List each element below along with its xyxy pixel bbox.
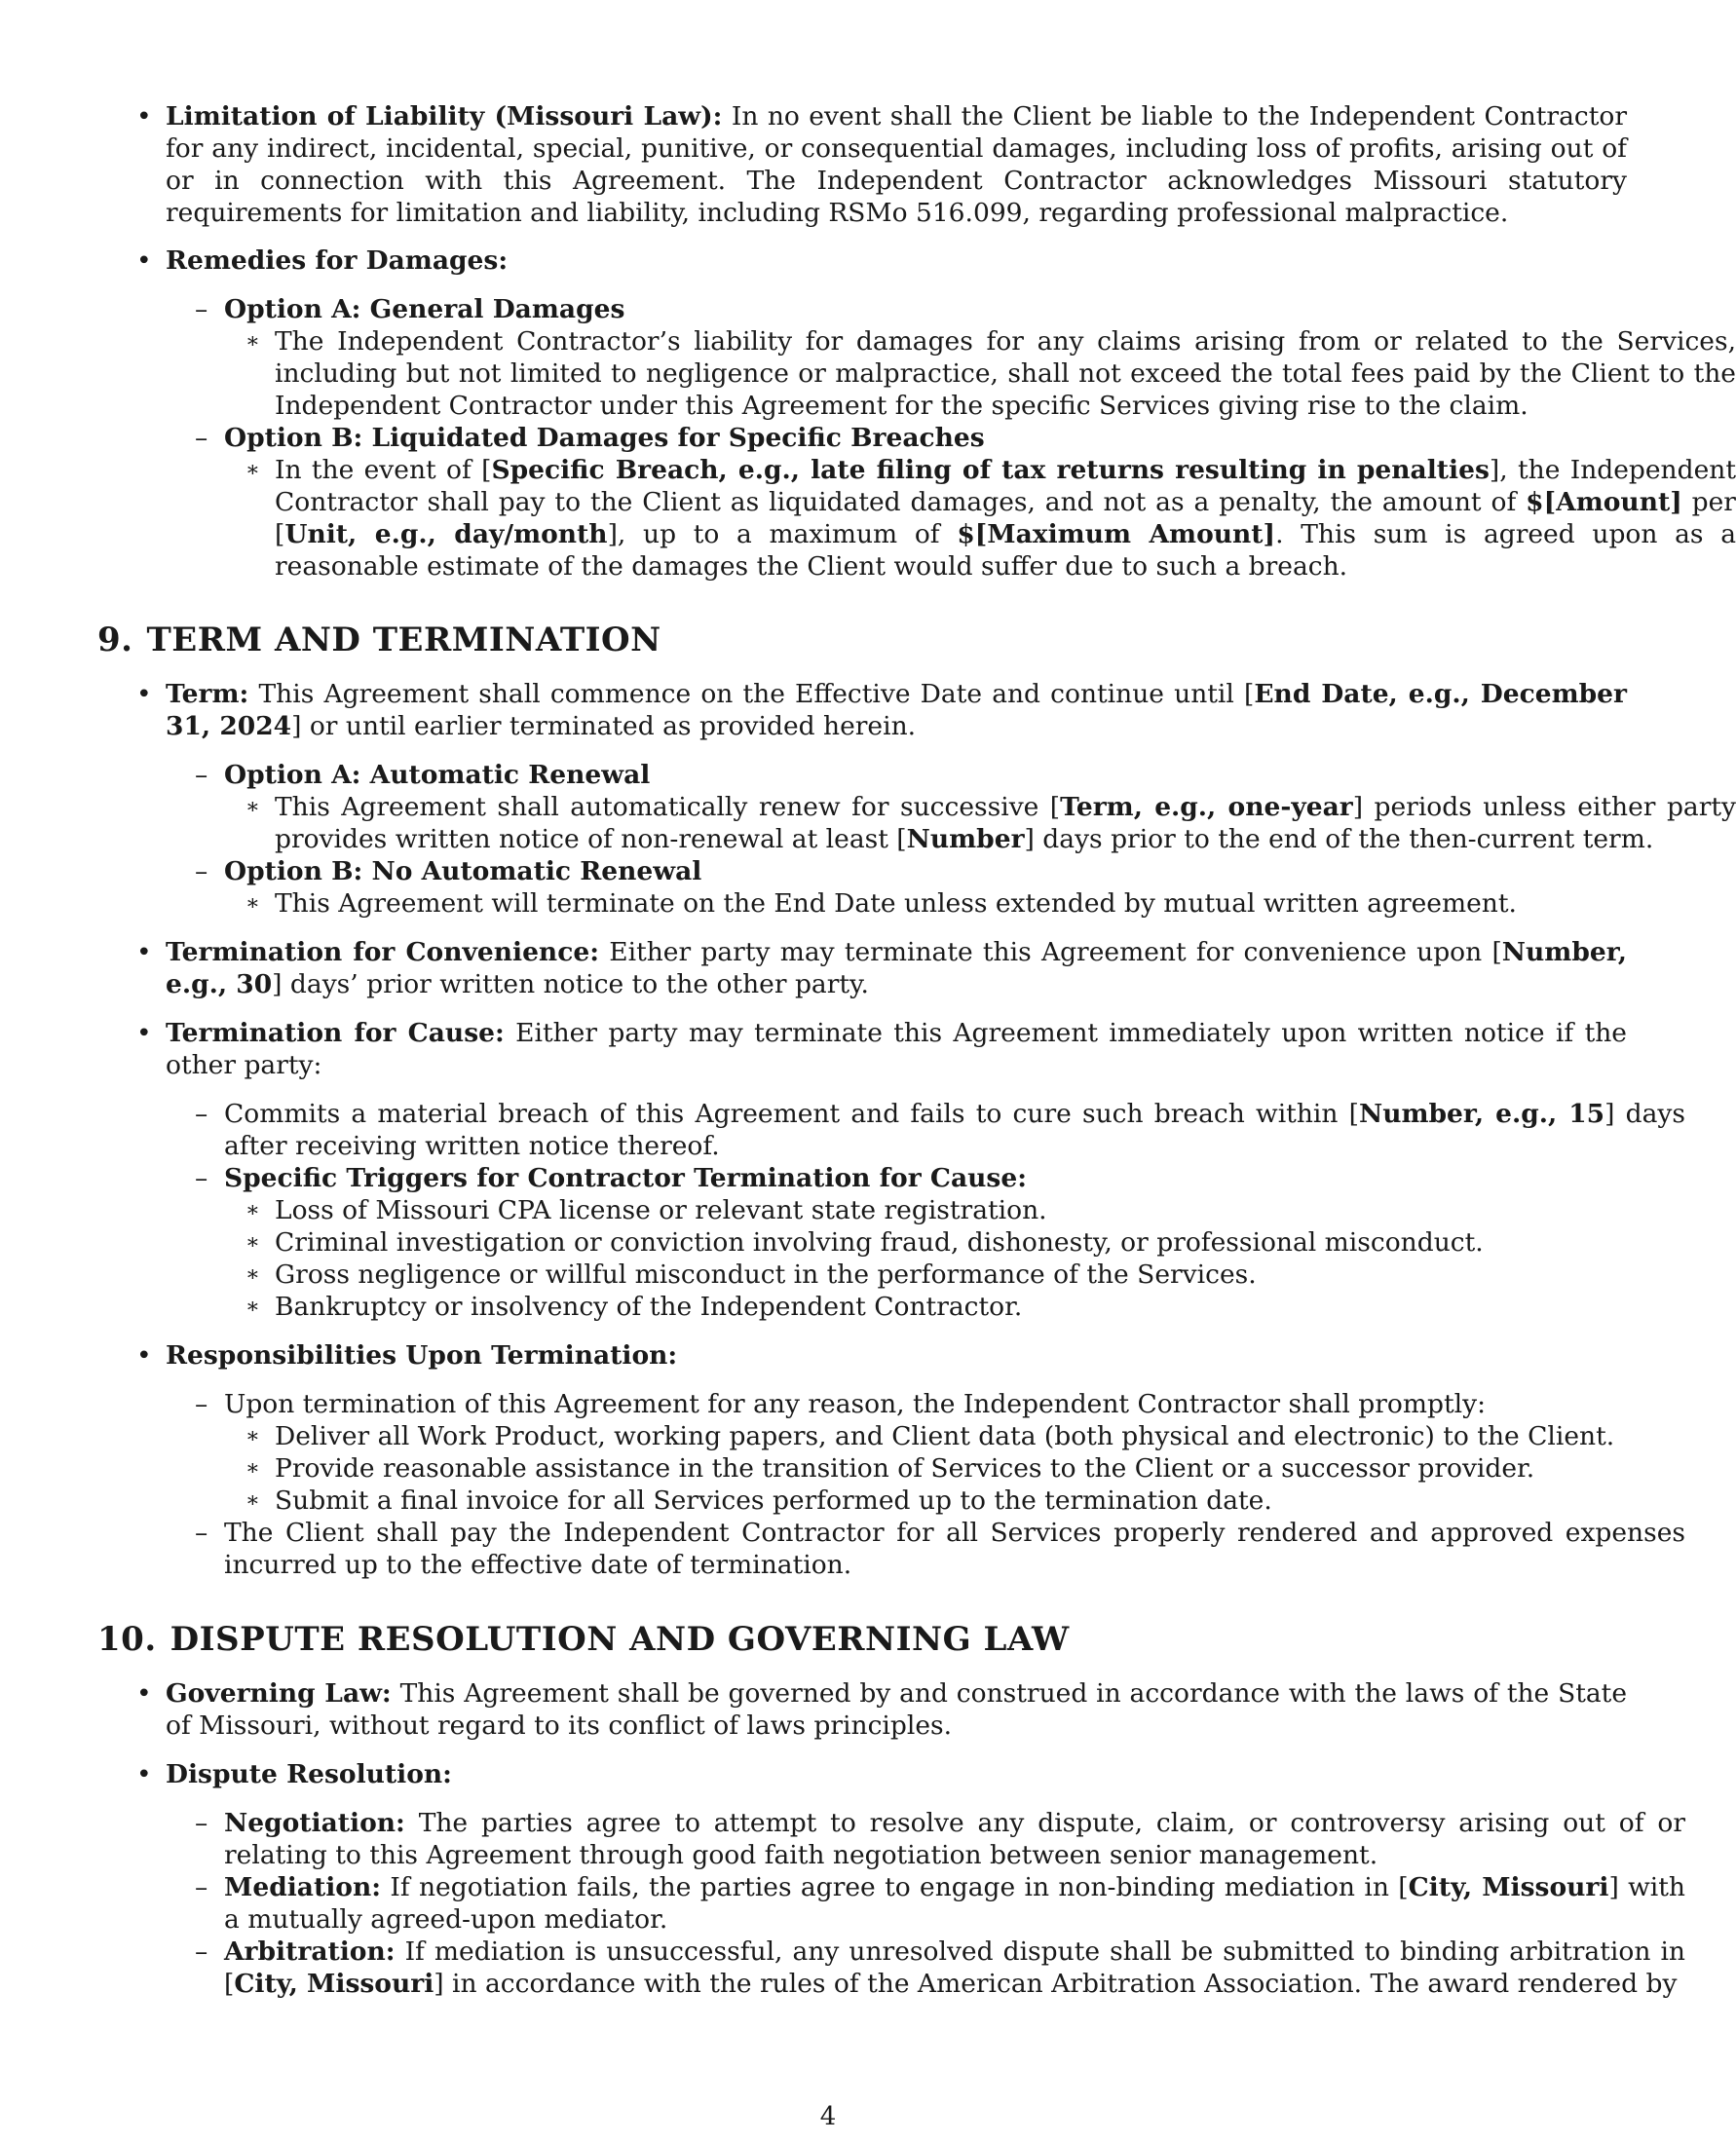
bullet-icon: •	[136, 1678, 152, 1709]
section-title: DISPUTE RESOLUTION AND GOVERNING LAW	[170, 1620, 1070, 1659]
dash-icon: –	[195, 1808, 208, 1838]
dash-icon: –	[195, 856, 208, 886]
responsibilities-item	[97, 1339, 1627, 1372]
option-a-title: Option A: Automatic Renewal	[224, 760, 651, 790]
dash-icon: –	[195, 760, 208, 790]
text-run: ] days prior to the end of the then-current term.	[1024, 824, 1654, 854]
responsibility-text: Submit a final invoice for all Services performed up to the termination date.	[275, 1485, 1272, 1516]
text-run: This Agreement shall commence on the Effective Date and continue until [	[258, 679, 1255, 709]
responsibilities-intro	[97, 1388, 1685, 1420]
trigger-item	[97, 1259, 1736, 1291]
text-run: This Agreement shall automatically renew for successive [	[275, 792, 1061, 822]
page-number: 4	[819, 2102, 837, 2131]
cause-label: Termination for Cause:	[166, 1018, 505, 1048]
responsibilities-label: Responsibilities Upon Termination:	[166, 1340, 678, 1371]
triggers-title: Specific Triggers for Contractor Termination for Cause:	[224, 1163, 1027, 1193]
section-number: 9.	[97, 620, 133, 659]
trigger-text: Loss of Missouri CPA license or relevant state registration.	[275, 1195, 1047, 1225]
liability-item	[97, 100, 1627, 229]
asterisk-icon: ∗	[245, 1456, 260, 1481]
placeholder-run: Term, e.g., one-year	[1060, 792, 1353, 822]
placeholder-run: Unit, e.g., day/month	[284, 519, 608, 549]
termination-convenience-item	[97, 936, 1627, 1000]
trigger-text: Gross negligence or willful misconduct in the performance of the Services.	[275, 1259, 1257, 1290]
dispute-resolution-item	[97, 1758, 1627, 1790]
liability-text: In no event shall the Client be liable to the Independent Contractor for any indirect, incidental, special, punitive, or consequential damages, including loss of profits, arising out of or in connection with this Agreement. The Independent Contractor acknowledges Missouri statutory requirements for limitation and liability, including RSMo 516.099, regarding professional malpractice.	[166, 101, 1627, 228]
text-run: In the event of [	[275, 455, 492, 485]
text-run: ] periods unless either party provides written notice of non-renewal at least [	[275, 792, 1736, 854]
option-a-title: Option A: General Damages	[224, 294, 625, 324]
asterisk-icon: ∗	[245, 1488, 260, 1513]
bullet-icon: •	[136, 679, 152, 709]
placeholder-run: Number, e.g., 30	[166, 937, 1627, 999]
asterisk-icon: ∗	[245, 1230, 260, 1255]
term-option-b-text	[97, 887, 1736, 920]
dash-icon: –	[195, 1872, 208, 1902]
negotiation-item	[97, 1807, 1685, 1871]
responsibility-item	[97, 1485, 1736, 1517]
trigger-item	[97, 1226, 1736, 1259]
remedies-option-b-text	[97, 454, 1736, 583]
convenience-label: Termination for Convenience:	[166, 937, 599, 967]
remedies-option-b	[97, 422, 1685, 454]
term-option-b	[97, 855, 1685, 887]
term-option-a	[97, 759, 1685, 791]
term-label: Term:	[166, 679, 249, 709]
asterisk-icon: ∗	[245, 1262, 260, 1287]
section-10-heading	[97, 1620, 1070, 1659]
responsibility-item	[97, 1420, 1736, 1452]
option-b-title: Option B: Liquidated Damages for Specific Breaches	[224, 423, 985, 453]
responsibilities-payment	[97, 1517, 1685, 1581]
dash-icon: –	[195, 1389, 208, 1419]
text-run: per [	[275, 487, 1736, 549]
trigger-item	[97, 1194, 1736, 1226]
dash-icon: –	[195, 423, 208, 453]
text-run: The parties agree to attempt to resolve any dispute, claim, or controversy arising out of or relating to this Agreement through good faith negotiation between senior management.	[224, 1808, 1685, 1870]
text-run: If negotiation fails, the parties agree to engage in non-binding mediation in [	[390, 1872, 1409, 1902]
asterisk-icon: ∗	[245, 329, 260, 354]
remedies-option-a-text	[97, 325, 1736, 422]
dash-icon: –	[195, 1518, 208, 1548]
termination-cause-item	[97, 1017, 1627, 1081]
text-run: This Agreement shall be governed by and construed in accordance with the laws of the State of Missouri, without regard to its conflict of laws principles.	[166, 1678, 1628, 1741]
mediation-item	[97, 1871, 1685, 1936]
dash-icon: –	[195, 1936, 208, 1967]
text-run: The Client shall pay the Independent Contractor for all Services properly rendered and approved expenses incurred up to the effective date of termination.	[224, 1518, 1685, 1580]
option-a-text: The Independent Contractor’s liability for damages for any claims arising from or related to the Services, including but not limited to negligence or malpractice, shall not exceed the total fees paid by the Client to the Independent Contractor under this Agreement for the specific Services giving rise to the claim.	[275, 326, 1736, 421]
term-option-a-text	[97, 791, 1736, 855]
asterisk-icon: ∗	[245, 891, 260, 916]
text-run: Upon termination of this Agreement for any reason, the Independent Contractor shall promptly:	[224, 1389, 1486, 1419]
text-run: If mediation is unsuccessful, any unresolved dispute shall be submitted to binding arbitration in [	[224, 1936, 1685, 1999]
negotiation-label: Negotiation:	[224, 1808, 405, 1838]
section-number: 10.	[97, 1620, 157, 1659]
arbitration-label: Arbitration:	[224, 1936, 396, 1967]
cause-triggers-title	[97, 1162, 1685, 1194]
text-run: ] or until earlier terminated as provided herein.	[291, 711, 917, 741]
responsibility-text: Provide reasonable assistance in the transition of Services to the Client or a successor provider.	[275, 1453, 1535, 1484]
placeholder-run: Number, e.g., 15	[1358, 1099, 1605, 1129]
text-run: ] days’ prior written notice to the other party.	[272, 969, 869, 999]
dispute-label: Dispute Resolution:	[166, 1759, 452, 1789]
trigger-text: Criminal investigation or conviction involving fraud, dishonesty, or professional misconduct.	[275, 1227, 1484, 1258]
remedies-option-a	[97, 293, 1685, 325]
bullet-icon: •	[136, 245, 152, 276]
asterisk-icon: ∗	[245, 1295, 260, 1319]
text-run: Either party may terminate this Agreement for convenience upon [	[609, 937, 1502, 967]
placeholder-run: City, Missouri	[234, 1969, 434, 1999]
cause-breach-item	[97, 1098, 1685, 1162]
asterisk-icon: ∗	[245, 1198, 260, 1222]
bullet-icon: •	[136, 1759, 152, 1789]
text-run: This Agreement will terminate on the End Date unless extended by mutual written agreement.	[275, 888, 1517, 919]
text-run: Either party may terminate this Agreement immediately upon written notice if the other party:	[166, 1018, 1627, 1080]
asterisk-icon: ∗	[245, 458, 260, 482]
bullet-icon: •	[136, 937, 152, 967]
text-run: . This sum is agreed upon as a reasonable estimate of the damages the Client would suffer due to such a breach.	[275, 519, 1736, 582]
governing-law-item	[97, 1677, 1627, 1742]
text-run: ], up to a maximum of	[607, 519, 958, 549]
placeholder-run: End Date, e.g., December 31, 2024	[166, 679, 1627, 741]
placeholder-run: Specific Breach, e.g., late filing of tax returns resulting in penalties	[491, 455, 1490, 485]
placeholder-run: Number	[906, 824, 1025, 854]
bullet-icon: •	[136, 1340, 152, 1371]
placeholder-run: $[Maximum Amount]	[957, 519, 1276, 549]
liability-label: Limitation of Liability (Missouri Law):	[166, 101, 723, 132]
responsibility-text: Deliver all Work Product, working papers, and Client data (both physical and electronic) to the Client.	[275, 1421, 1615, 1451]
bullet-icon: •	[136, 1018, 152, 1048]
text-run: Commits a material breach of this Agreement and fails to cure such breach within [	[224, 1099, 1359, 1129]
responsibility-item	[97, 1452, 1736, 1485]
remedies-label: Remedies for Damages:	[166, 245, 509, 276]
dash-icon: –	[195, 294, 208, 324]
text-run: ] in accordance with the rules of the American Arbitration Association. The award rendered by	[434, 1969, 1678, 1999]
governing-law-label: Governing Law:	[166, 1678, 392, 1709]
text-run: ] days after receiving written notice thereof.	[224, 1099, 1685, 1161]
trigger-text: Bankruptcy or insolvency of the Independent Contractor.	[275, 1292, 1023, 1322]
bullet-icon: •	[136, 101, 152, 132]
trigger-item	[97, 1291, 1736, 1323]
mediation-label: Mediation:	[224, 1872, 381, 1902]
text-run: ] with a mutually agreed-upon mediator.	[224, 1872, 1685, 1935]
dash-icon: –	[195, 1163, 208, 1193]
dash-icon: –	[195, 1099, 208, 1129]
section-9-heading	[97, 620, 661, 659]
placeholder-run: $[Amount]	[1526, 487, 1682, 517]
asterisk-icon: ∗	[245, 795, 260, 819]
placeholder-run: City, Missouri	[1408, 1872, 1609, 1902]
section-title: TERM AND TERMINATION	[146, 620, 661, 659]
term-item	[97, 678, 1627, 742]
arbitration-item	[97, 1936, 1685, 2000]
remedies-item	[97, 244, 1627, 277]
option-b-title: Option B: No Automatic Renewal	[224, 856, 702, 886]
text-run: ], the Independent Contractor shall pay to the Client as liquidated damages, and not as a penalty, the amount of	[275, 455, 1736, 517]
asterisk-icon: ∗	[245, 1424, 260, 1448]
